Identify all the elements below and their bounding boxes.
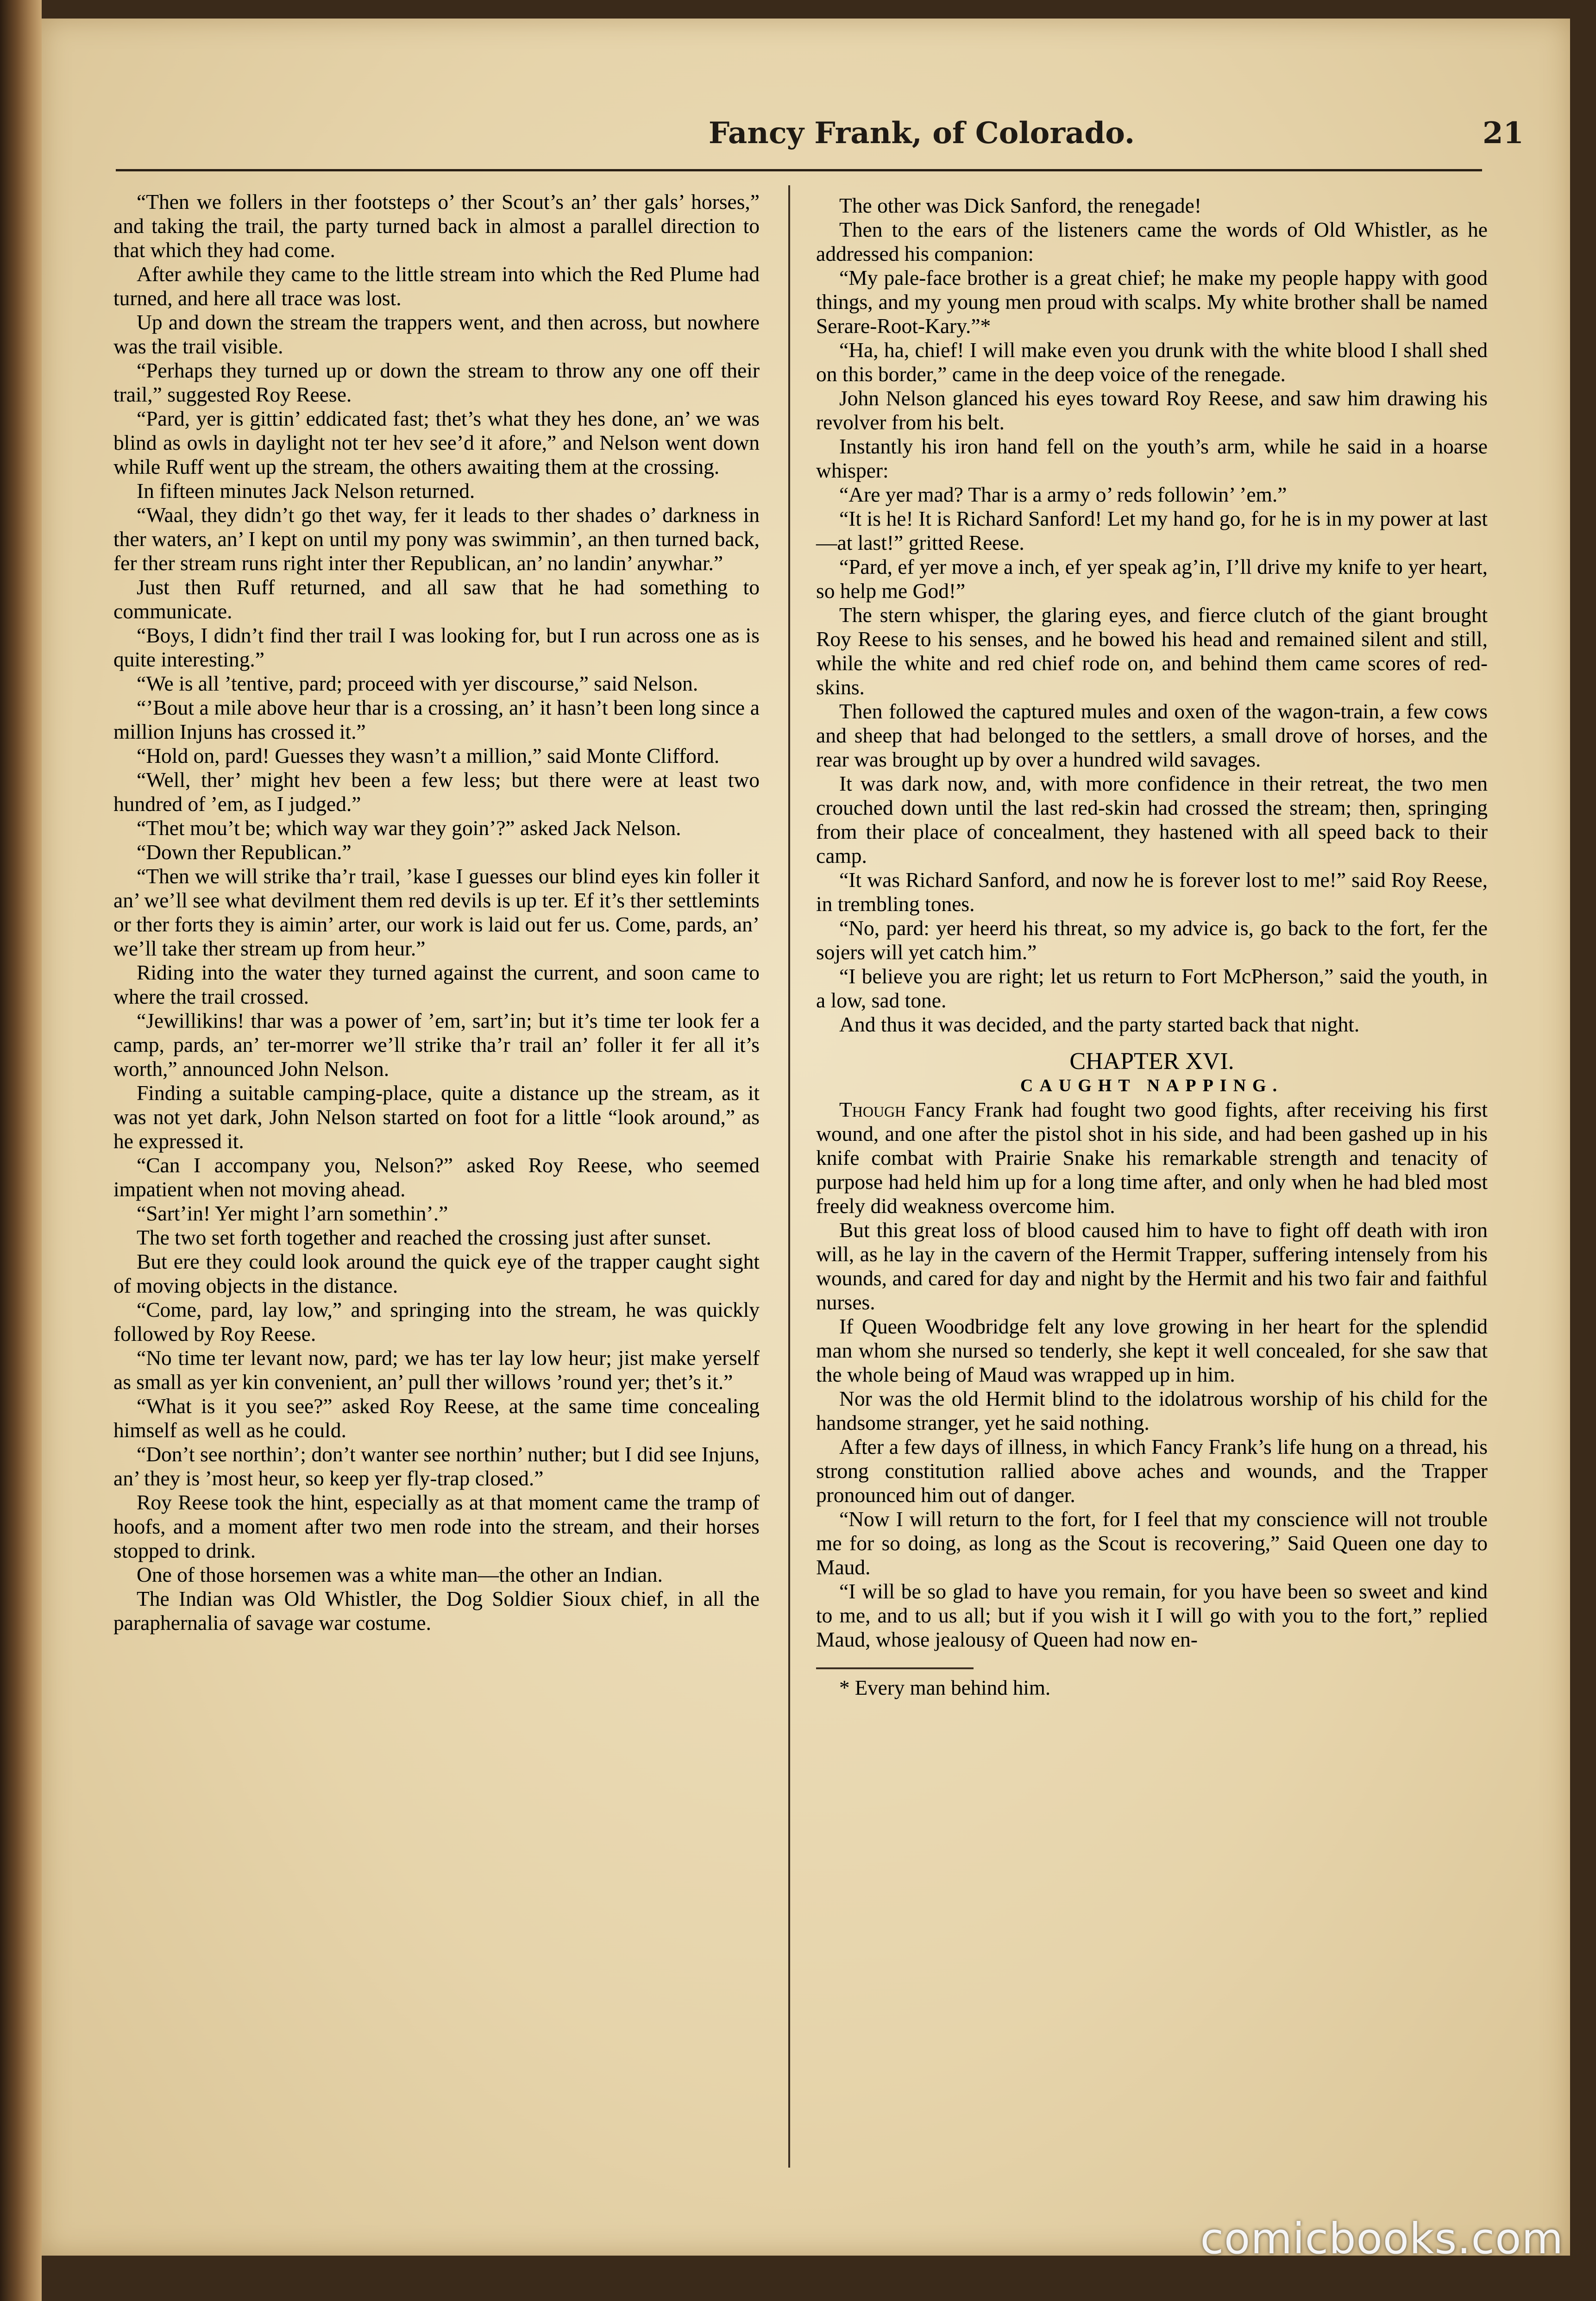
book-spine	[0, 0, 42, 2301]
paragraph: “What is it you see?” asked Roy Reese, at the same time concealing himself as well as he could.	[113, 1394, 760, 1442]
paragraph: John Nelson glanced his eyes toward Roy Reese, and saw him drawing his revolver from his belt.	[816, 386, 1488, 434]
page-number: 21	[1482, 116, 1524, 151]
paragraph: But ere they could look around the quick eye of the trapper caught sight of moving objects in the distance.	[113, 1250, 760, 1297]
paragraph: The stern whisper, the glaring eyes, and fierce clutch of the giant brought Roy Reese to his senses, and he bowed his head and remained silent and still, while the white and red chief rode on, and behind them came scores of red-skins.	[816, 603, 1488, 699]
page-header	[551, 116, 1524, 167]
paragraph: “I will be so glad to have you remain, for you have been so sweet and kind to me, and to us all; but if you wish it I will go with you to the fort,” replied Maud, whose jealousy of Queen had now en-	[816, 1579, 1488, 1651]
paragraph: “’Bout a mile above heur thar is a crossing, an’ it hasn’t been long since a million Injuns has crossed it.”	[113, 696, 760, 743]
paragraph: If Queen Woodbridge felt any love growing in her heart for the splendid man whom she nursed so tenderly, she kept it well concealed, for she saw that the whole being of Maud was wrapped up in him.	[816, 1314, 1488, 1386]
paragraph: “My pale-face brother is a great chief; he make my people happy with good things, and my young men proud with scalps. My white brother shall be named Serare-Root-Kary.”*	[816, 266, 1488, 338]
paragraph: “Jewillikins! thar was a power of ’em, sart’in; but it’s time ter look fer a camp, pards, an’ ter-morrer we’ll strike tha’r trail an’ foller it fer all it’s worth,” announced John Nelson.	[113, 1009, 760, 1081]
header-rule	[116, 169, 1482, 171]
paragraph: The Indian was Old Whistler, the Dog Soldier Sioux chief, in all the paraphernalia of savage war costume.	[113, 1587, 760, 1635]
column-divider	[788, 185, 790, 2168]
paragraph: “Are yer mad? Thar is a army o’ reds followin’ ’em.”	[839, 483, 1287, 506]
paragraph: Up and down the stream the trappers went, and then across, but nowhere was the trail visible.	[113, 310, 760, 358]
paragraph: “No, pard: yer heerd his threat, so my advice is, go back to the fort, fer the sojers will yet catch him.”	[816, 916, 1488, 964]
footnote: * Every man behind him.	[839, 1676, 1051, 1699]
paragraph: “It was Richard Sanford, and now he is forever lost to me!” said Roy Reese, in trembling tones.	[816, 868, 1488, 916]
footnote-rule	[816, 1667, 974, 1669]
paragraph: It was dark now, and, with more confidence in their retreat, the two men crouched down until the last red-skin had crossed the stream; then, springing from their place of concealment, they hastened with all speed back to their camp.	[816, 772, 1488, 868]
paragraph: “We is all ’tentive, pard; proceed with yer discourse,” said Nelson.	[137, 672, 698, 695]
paragraph: “Sart’in! Yer might l’arn somethin’.”	[137, 1201, 448, 1225]
paragraph: “Perhaps they turned up or down the stream to throw any one off their trail,” suggested Roy Reese.	[113, 358, 760, 406]
paragraph: And thus it was decided, and the party started back that night.	[839, 1012, 1360, 1036]
paragraph: “Don’t see northin’; don’t wanter see northin’ nuther; but I did see Injuns, an’ they is ’most heur, so keep yer fly-trap closed.”	[113, 1442, 760, 1490]
paragraph: “Thet mou’t be; which way war they goin’?” asked Jack Nelson.	[137, 816, 681, 840]
left-column	[113, 190, 760, 1635]
chapter-subtitle: CAUGHT NAPPING.	[1020, 1076, 1284, 1095]
paragraph: Though Fancy Frank had fought two good fights, after receiving his first wound, and one after the pistol shot in his side, and had been gashed up in his knife combat with Prairie Snake his remarkable strength and tenacity of purpose had held him up for a long time after, and only when he had bled most freely did weakness overcome him.	[816, 1098, 1488, 1218]
paragraph: “Now I will return to the fort, for I feel that my conscience will not trouble me for so doing, as long as the Scout is recovering,” Said Queen one day to Maud.	[816, 1507, 1488, 1579]
paragraph: After a few days of illness, in which Fancy Frank’s life hung on a thread, his strong constitution rallied above aches and wounds, and the Trapper pronounced him out of danger.	[816, 1435, 1488, 1507]
paragraph: Then to the ears of the listeners came the words of Old Whistler, as he addressed his companion:	[816, 218, 1488, 265]
paragraph: Instantly his iron hand fell on the youth’s arm, while he said in a hoarse whisper:	[816, 434, 1488, 482]
paragraph: One of those horsemen was a white man—the other an Indian.	[137, 1563, 663, 1586]
paragraph: “Pard, ef yer move a inch, ef yer speak ag’in, I’ll drive my knife to yer heart, so help me God!”	[816, 555, 1488, 603]
paragraph: But this great loss of blood caused him to have to fight off death with iron will, as he lay in the cavern of the Hermit Trapper, suffering intensely from his wounds, and cared for day and night by the Hermit and his two fair and faithful nurses.	[816, 1218, 1488, 1314]
paragraph: “I believe you are right; let us return to Fort McPherson,” said the youth, in a low, sad tone.	[816, 964, 1488, 1012]
paragraph: “Down ther Republican.”	[137, 840, 352, 864]
paragraph: The two set forth together and reached the crossing just after sunset.	[137, 1226, 711, 1249]
chapter-first-word: Though	[839, 1098, 906, 1121]
paragraph: “Then we follers in ther footsteps o’ ther Scout’s an’ ther gals’ horses,” and taking the trail, the party turned back in almost a parallel direction to that which they had come.	[113, 190, 760, 262]
paragraph: Roy Reese took the hint, especially as at that moment came the tramp of hoofs, and a moment after two men rode into the stream, and their horses stopped to drink.	[113, 1490, 760, 1562]
paragraph: Just then Ruff returned, and all saw that he had something to communicate.	[113, 575, 760, 623]
paragraph: “It is he! It is Richard Sanford! Let my hand go, for he is in my power at last—at last!” gritted Reese.	[816, 507, 1488, 554]
watermark: comicbooks.com	[1200, 2214, 1564, 2263]
paragraph: Finding a suitable camping-place, quite a distance up the stream, as it was not yet dark, John Nelson started on foot for a little “look around,” as he expressed it.	[113, 1081, 760, 1153]
paragraph: Then followed the captured mules and oxen of the wagon-train, a few cows and sheep that had belonged to the settlers, a small drove of horses, and the rear was brought up by over a hundred wild savages.	[816, 699, 1488, 771]
paragraph: After awhile they came to the little stream into which the Red Plume had turned, and here all trace was lost.	[113, 262, 760, 310]
paragraph: “Pard, yer is gittin’ eddicated fast; thet’s what they hes done, an’ we was blind as owls in daylight not ter hev see’d it afore,” and Nelson went down while Ruff went up the stream, the others awaiting them at the crossing.	[113, 407, 760, 478]
paragraph: “Then we will strike tha’r trail, ’kase I guesses our blind eyes kin foller it an’ we’ll see what devilment them red devils is up ter. Ef it’s ther settlemints or ther forts they is aimin’ arter, our work is laid out fer us. Come, pards, an’ we’ll take ther stream up from heur.”	[113, 864, 760, 960]
paragraph: “Hold on, pard! Guesses they wasn’t a million,” said Monte Clifford.	[137, 744, 720, 767]
paragraph: “No time ter levant now, pard; we has ter lay low heur; jist make yerself as small as yer kin convenient, an’ pull ther willows ’round yer; thet’s it.”	[113, 1346, 760, 1394]
right-column	[816, 194, 1488, 1700]
paragraph: “Can I accompany you, Nelson?” asked Roy Reese, who seemed impatient when not moving ahead.	[113, 1153, 760, 1201]
paragraph: “Well, ther’ might hev been a few less; but there were at least two hundred of ’em, as I judged.”	[113, 768, 760, 816]
paragraph: Nor was the old Hermit blind to the idolatrous worship of his child for the handsome stranger, yet he said nothing.	[816, 1387, 1488, 1434]
paragraph: Riding into the water they turned against the current, and soon came to where the trail crossed.	[113, 961, 760, 1008]
running-title: Fancy Frank, of Colorado.	[708, 116, 1135, 151]
paragraph: In fifteen minutes Jack Nelson returned.	[137, 479, 475, 503]
chapter-text	[816, 1098, 1488, 1652]
paragraph: The other was Dick Sanford, the renegade!	[839, 194, 1202, 217]
chapter-heading: CHAPTER XVI.	[1069, 1048, 1234, 1075]
paragraph: “Boys, I didn’t find ther trail I was looking for, but I run across one as is quite interesting.”	[113, 623, 760, 671]
paragraph: “Waal, they didn’t go thet way, fer it leads to ther shades o’ darkness in ther waters, an’ I kept on until my pony was swimmin’, an then turned back, fer ther stream runs right inter ther Republican, an’ no landin’ anywhar.”	[113, 503, 760, 575]
right-column-text	[816, 194, 1488, 1037]
paragraph: “Ha, ha, chief! I will make even you drunk with the white blood I shall shed on this border,” came in the deep voice of the renegade.	[816, 338, 1488, 386]
paragraph: “Come, pard, lay low,” and springing into the stream, he was quickly followed by Roy Reese.	[113, 1298, 760, 1345]
